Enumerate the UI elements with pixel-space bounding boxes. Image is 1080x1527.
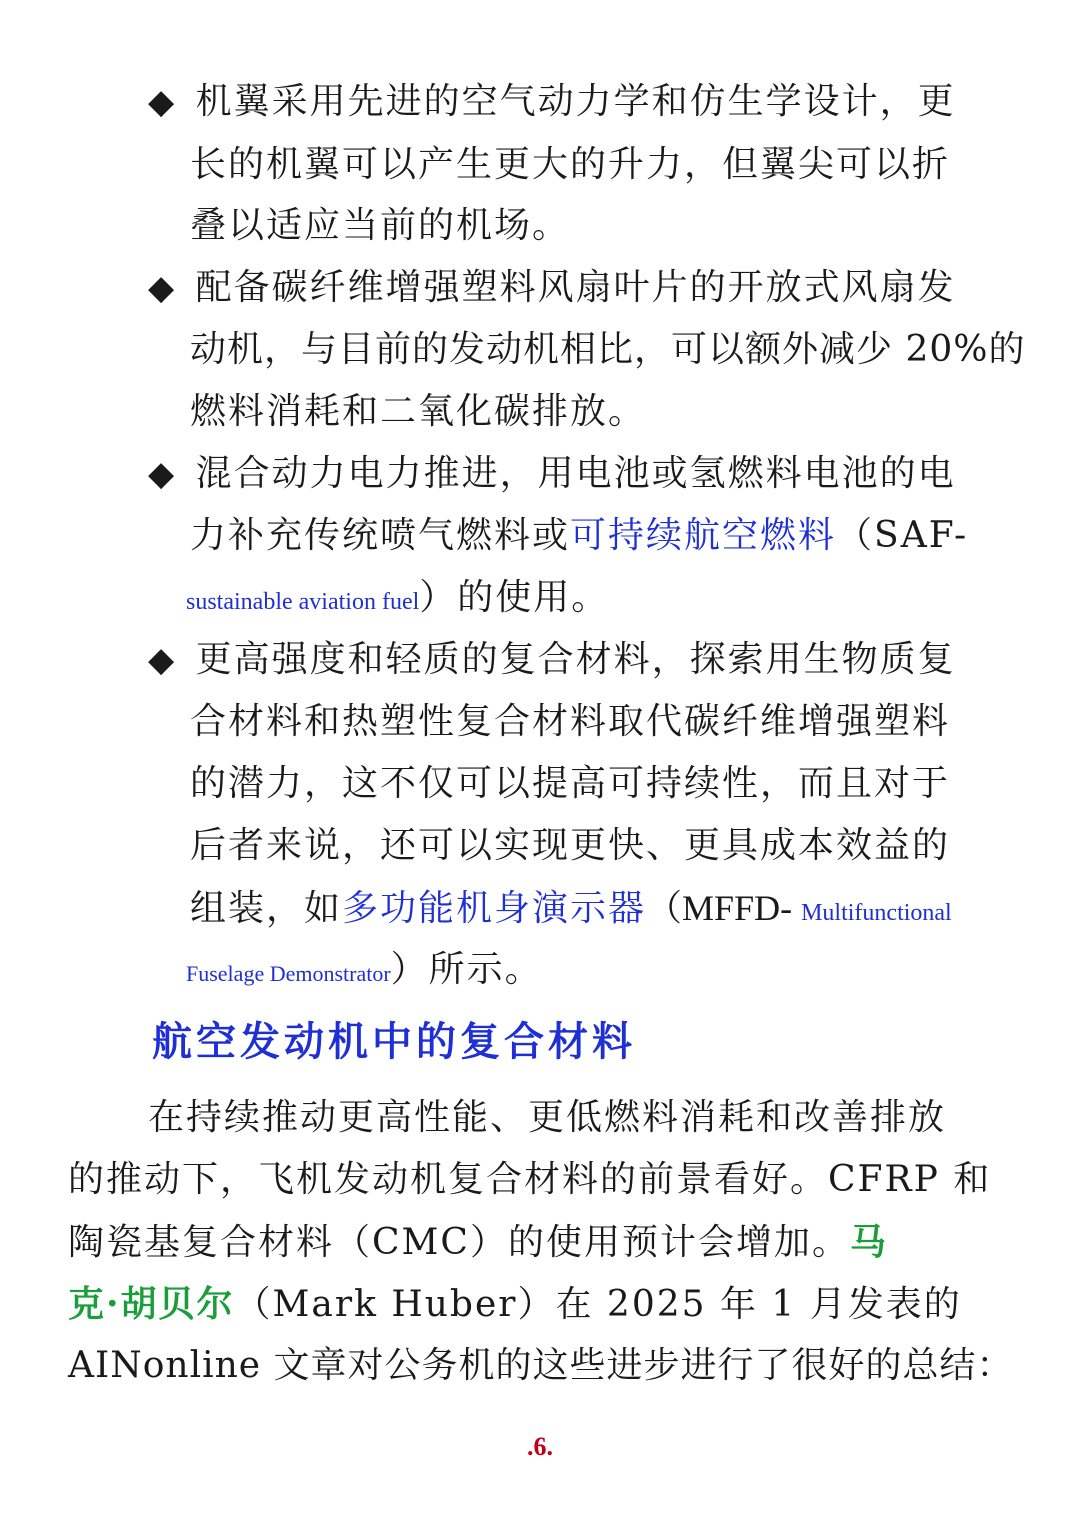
mffd-english-link-2[interactable]: Fuselage Demonstrator	[186, 961, 391, 986]
paragraph-line-2	[68, 1158, 991, 1202]
diamond-bullet-icon: ◆	[148, 268, 177, 308]
bullet-2-text-2: 动机，与目前的发动机相比，可以额外减少 20%的	[190, 329, 1026, 370]
bullet-1-text-3: 叠以适应当前的机场。	[190, 205, 571, 246]
author-name-link-2[interactable]: 克·胡贝尔	[68, 1283, 235, 1325]
paragraph-line-5	[68, 1344, 1014, 1388]
bullet-2-line-1	[148, 266, 956, 310]
bullet-4-text-5: 组装，如	[190, 888, 343, 929]
bullet-4-line-3	[190, 762, 950, 806]
saf-link[interactable]: 可持续航空燃料	[570, 515, 837, 556]
bullet-2-text-1: 配备碳纤维增强塑料风扇叶片的开放式风扇发	[195, 267, 956, 308]
bullet-4-text-2: 合材料和热塑性复合材料取代碳纤维增强塑料	[190, 701, 951, 742]
bullet-4-line-6	[186, 948, 543, 992]
mffd-link[interactable]: 多功能机身演示器	[342, 888, 647, 929]
bullet-4-text-3: 的潜力，这不仅可以提高可持续性，而且对于	[190, 763, 951, 804]
paragraph-text-4: （Mark Huber）在 2025 年 1 月发表的	[234, 1284, 962, 1325]
bullet-4-text-6: ）所示。	[390, 949, 543, 990]
author-name-link-1[interactable]: 马	[849, 1221, 888, 1263]
paragraph-text-3: 陶瓷基复合材料（CMC）的使用预计会增加。	[68, 1222, 850, 1263]
paragraph-text-5: AINonline 文章对公务机的这些进步进行了很好的总结：	[68, 1345, 1014, 1386]
bullet-4-line-4	[190, 824, 950, 868]
bullet-1-text-1: 机翼采用先进的空气动力学和仿生学设计，更	[195, 81, 956, 122]
bullet-3-text-3: ）的使用。	[419, 577, 610, 618]
paragraph-line-3	[68, 1220, 888, 1264]
bullet-4-line-5	[190, 886, 952, 930]
bullet-1-line-1	[148, 80, 956, 124]
paragraph-line-1	[148, 1096, 946, 1140]
saf-english-link[interactable]: sustainable aviation fuel	[186, 589, 420, 615]
diamond-bullet-icon: ◆	[148, 82, 177, 122]
mffd-english-link-1[interactable]: Multifunctional	[801, 900, 952, 926]
bullet-2-text-3: 燃料消耗和二氧化碳排放。	[190, 391, 647, 432]
diamond-bullet-icon: ◆	[148, 640, 177, 680]
bullet-2-line-2	[190, 328, 1025, 372]
bullet-1-line-3	[190, 204, 570, 248]
bullet-4-line-1	[148, 638, 956, 682]
diamond-bullet-icon: ◆	[148, 454, 177, 494]
bullet-3-line-2	[190, 514, 968, 558]
mffd-abbrev: （MFFD-	[646, 888, 802, 928]
bullet-4-line-2	[190, 700, 950, 744]
section-heading: 航空发动机中的复合材料	[152, 1018, 636, 1065]
page-number: .6.	[527, 1432, 553, 1461]
bullet-4-text-1: 更高强度和轻质的复合材料，探索用生物质复	[195, 639, 956, 680]
bullet-3-text-2: 力补充传统喷气燃料或	[190, 515, 571, 556]
saf-abbrev: （SAF-	[836, 515, 969, 556]
bullet-3-line-1	[148, 452, 956, 496]
paragraph-text-1: 在持续推动更高性能、更低燃料消耗和改善排放	[148, 1097, 947, 1138]
bullet-1-line-2	[190, 143, 950, 187]
bullet-2-line-3	[190, 390, 646, 434]
paragraph-line-4	[68, 1282, 962, 1326]
bullet-3-line-3	[186, 576, 609, 620]
bullet-3-text-1: 混合动力电力推进，用电池或氢燃料电池的电	[195, 453, 956, 494]
bullet-1-text-2: 长的机翼可以产生更大的升力，但翼尖可以折	[190, 144, 951, 185]
paragraph-text-2: 的推动下，飞机发动机复合材料的前景看好。CFRP 和	[68, 1159, 992, 1200]
bullet-4-text-4: 后者来说，还可以实现更快、更具成本效益的	[190, 825, 951, 866]
